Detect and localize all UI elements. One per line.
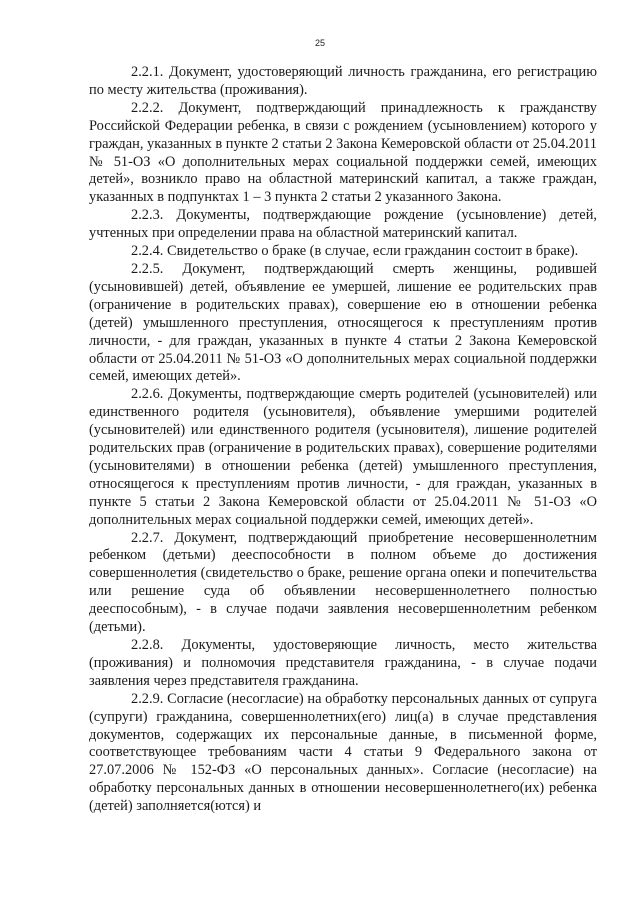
paragraph-2-2-2: 2.2.2. Документ, подтверждающий принадлежность к гражданству Российской Федерации ребенка, в связи с рождением (усыновлением) которого у граждан, указанных в пункте 2 статьи 2 Закона Кемеровской области от 25.04.2011 № 51-ОЗ «О дополнительных мерах социальной поддержки семей, имеющих детей», возникло право на областной материнский капитал, а также граждан, указанных в подпунктах 1 – 3 пункта 2 статьи 2 указанного Закона. xyxy=(89,99,597,206)
paragraph-2-2-3: 2.2.3. Документы, подтверждающие рождение (усыновление) детей, учтенных при определении права на областной материнский капитал. xyxy=(89,207,597,242)
paragraph-2-2-5: 2.2.5. Документ, подтверждающий смерть женщины, родившей (усыновившей) детей, объявление ее умершей, лишение ее родительских прав (ограничение в родительских правах), совершение ею в отношении ребенка (детей) умышленного преступления, относящегося к преступлениям против личности, - для граждан, указанных в пункте 4 статьи 2 Закона Кемеровской области от 25.04.2011 № 51-ОЗ «О дополнительных мерах социальной поддержки семей, имеющих детей». xyxy=(89,260,597,385)
paragraph-2-2-8: 2.2.8. Документы, удостоверяющие личность, место жительства (проживания) и полномочия представителя гражданина, - в случае подачи заявления через представителя гражданина. xyxy=(89,637,597,689)
paragraph-2-2-7: 2.2.7. Документ, подтверждающий приобретение несовершеннолетним ребенком (детьми) дееспособности в полном объеме до достижения совершеннолетия (свидетельство о браке, решение органа опеки и попечительства или решение суда об объявлении несовершеннолетнего полностью дееспособным), - в случае подачи заявления несовершеннолетним ребенком (детьми). xyxy=(89,529,597,636)
paragraph-2-2-1: 2.2.1. Документ, удостоверяющий личность гражданина, его регистрацию по месту жительства (проживания). xyxy=(89,64,597,98)
document-body xyxy=(89,64,597,816)
paragraph-2-2-6: 2.2.6. Документы, подтверждающие смерть родителей (усыновителей) или единственного родителя (усыновителя), объявление умершими родителей (усыновителей) или единственного родителя (усыновителя), лишение родителей родительских прав (ограничение в родительских правах), совершение родителями (усыновителями) в отношении ребенка (детей) умышленного преступления, относящегося к преступлениям против личности, - для граждан, указанных в пункте 5 статьи 2 Закона Кемеровской области от 25.04.2011 № 51-ОЗ «О дополнительных мерах социальной поддержки семей, имеющих детей». xyxy=(89,386,597,528)
paragraph-2-2-9: 2.2.9. Согласие (несогласие) на обработку персональных данных от супруга (супруги) гражданина, совершеннолетних(его) лиц(а) в случае представления документов, содержащих их персональные данные, в письменной форме, соответствующее требованиям части 4 статьи 9 Федерального закона от 27.07.2006 № 152-ФЗ «О персональных данных». Согласие (несогласие) на обработку персональных данных в отношении несовершеннолетнего(их) ребенка (детей) заполняется(ются) и xyxy=(89,690,597,815)
page-number: 25 xyxy=(314,38,325,48)
paragraph-2-2-4: 2.2.4. Свидетельство о браке (в случае, если гражданин состоит в браке). xyxy=(131,243,579,260)
